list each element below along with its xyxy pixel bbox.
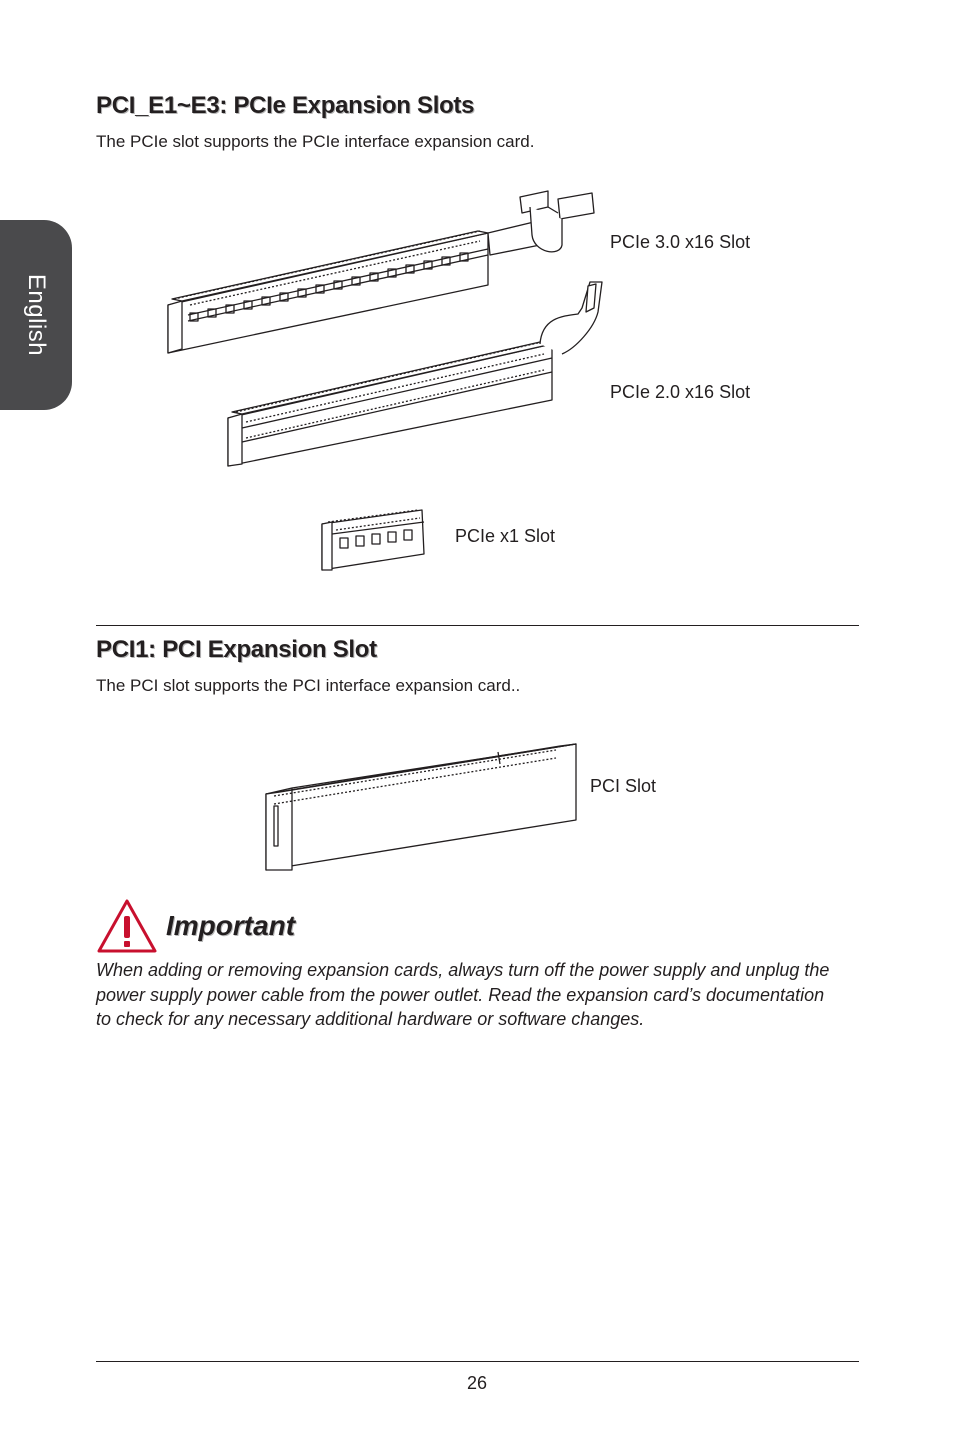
page-number: 26	[466, 1373, 488, 1393]
pcie-section-description: The PCIe slot supports the PCIe interface expansion card.	[96, 132, 535, 151]
pci-slot-illustration	[260, 724, 585, 874]
side-tab-label: English	[23, 273, 50, 357]
important-title: Important	[166, 910, 296, 941]
pcie2-x16-slot-label: PCIe 2.0 x16 Slot	[610, 382, 751, 402]
pcie-x1-slot-label: PCIe x1 Slot	[455, 526, 556, 546]
section-divider	[96, 625, 859, 626]
language-side-tab	[0, 220, 72, 410]
pcie3-x16-slot-label: PCIe 3.0 x16 Slot	[610, 232, 751, 252]
footer-rule	[96, 1361, 859, 1362]
pcie2-x16-slot-illustration	[222, 278, 622, 473]
pci-slot-label: PCI Slot	[590, 776, 657, 796]
pci-section-description: The PCI slot supports the PCI interface expansion card..	[96, 676, 521, 695]
warning-triangle-icon	[96, 898, 158, 954]
important-text: When adding or removing expansion cards, always turn off the power supply and unplug the power supply power cable from the power outlet. Read the expansion card’s documentation to check for any necessary additional hardware or software changes.	[96, 960, 830, 1029]
pcie-section-title: PCI_E1~E3: PCIe Expansion Slots	[96, 92, 475, 119]
pcie-x1-slot-illustration	[318, 504, 430, 576]
pci-section-title: PCI1: PCI Expansion Slot	[96, 636, 377, 663]
